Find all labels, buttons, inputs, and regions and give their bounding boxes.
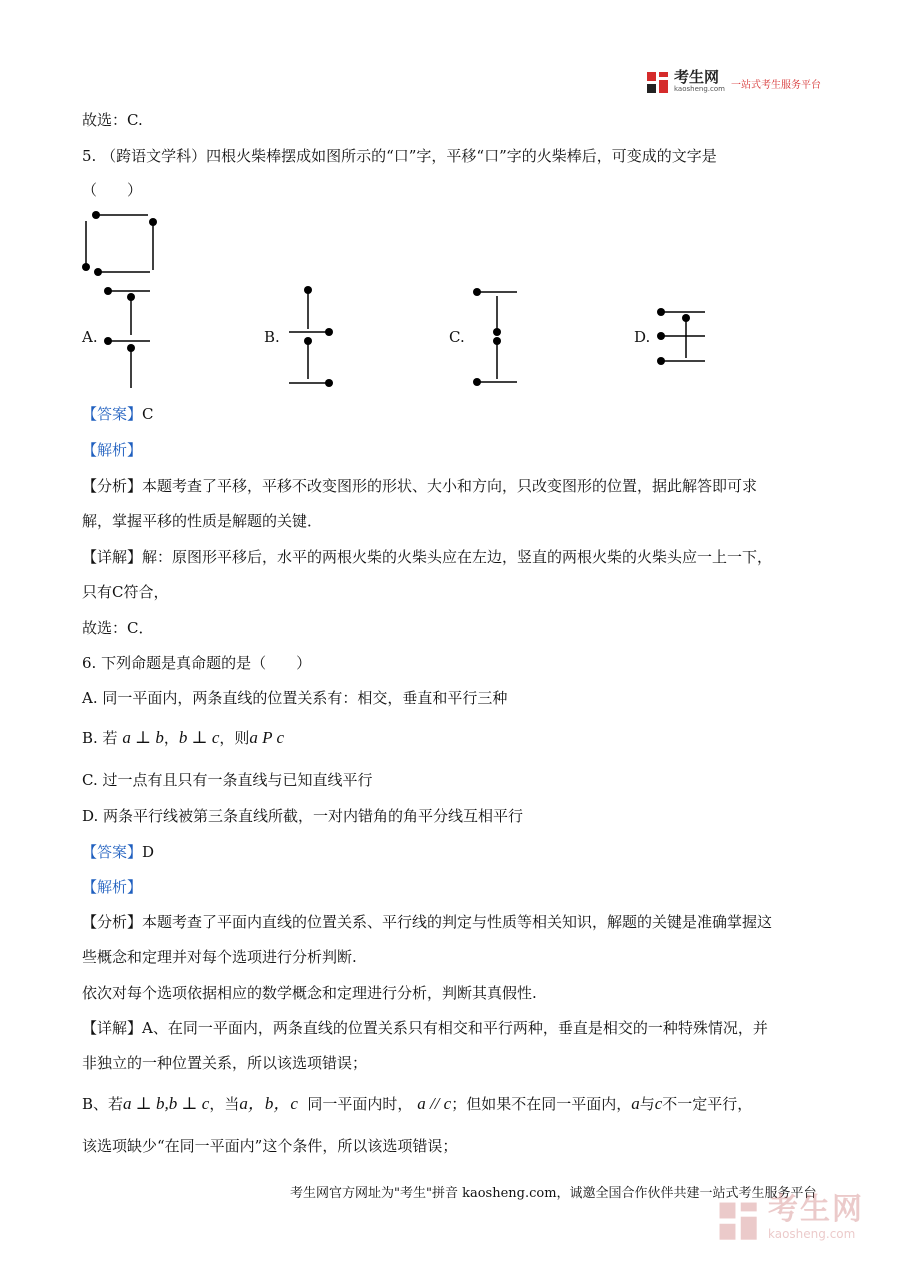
answer-tag: 【答案】	[82, 843, 143, 861]
xiangjie-b-not: 不一定平行，	[662, 1095, 753, 1113]
q6-stem: 6. 下列命题是真命题的是（ ）	[82, 654, 312, 672]
q5-option-d-figure	[655, 305, 715, 370]
watermark-logo-icon	[716, 1199, 762, 1245]
q6-xiangjie-b-line-1	[82, 1094, 752, 1114]
option-b-math-2: b ⊥ c	[178, 728, 220, 747]
xiangjie-b-but: ；但如果不在同一平面内，	[451, 1095, 632, 1113]
xiangjie-b-vars: a，b，c	[239, 1094, 298, 1113]
q5-conclusion: 故选：C．	[82, 619, 154, 637]
xiangjie-text: 解：原图形平移后，水平的两根火柴的火柴头应在左边，竖直的两根火柴的火柴头应一上一下，	[142, 548, 773, 566]
q6-option-b	[82, 728, 284, 748]
q5-stem: 5. （跨语文学科）四根火柴棒摆成如图所示的“口”字，平移“口”字的火柴棒后，可变成的文字是	[82, 147, 717, 165]
logo-domain: kaosheng.com	[674, 85, 725, 93]
xiangjie-b-c: c	[654, 1094, 663, 1113]
q5-answer	[82, 404, 154, 424]
brand-logo	[645, 70, 821, 96]
q5-xiangjie-line-1	[82, 547, 772, 567]
analysis-tag: 【解析】	[82, 441, 143, 459]
page-footer: 考生网官方网址为"考生"拼音 kaosheng.com，诚邀全国合作伙伴共建一站式考生服务平台	[290, 1186, 817, 1201]
kaosheng-logo-icon	[645, 70, 671, 96]
analysis-tag: 【解析】	[82, 878, 143, 896]
xiangjie-b-a: a	[631, 1094, 640, 1113]
q6-option-a: A. 同一平面内，两条直线的位置关系有：相交，垂直和平行三种	[82, 689, 508, 707]
q6-answer	[82, 842, 154, 862]
q4-conclusion: 故选：C.	[82, 111, 143, 129]
q6-option-c: C. 过一点有且只有一条直线与已知直线平行	[82, 771, 373, 789]
q5-option-a-figure	[100, 285, 160, 390]
q5-option-c-figure	[470, 285, 530, 390]
logo-slogan: 一站式考生服务平台	[730, 79, 821, 91]
logo-name: 考生网	[674, 68, 720, 86]
option-b-then: ，则	[219, 729, 250, 747]
logo-text	[674, 68, 725, 95]
q6-fenxi-line-2: 些概念和定理并对每个选项进行分析判断.	[82, 948, 357, 966]
answer-value: C	[142, 405, 154, 423]
q6-option-d: D. 两条平行线被第三条直线所截，一对内错角的角平分线互相平行	[82, 807, 524, 825]
q6-analysis-heading	[82, 877, 142, 897]
q5-option-b-figure	[283, 283, 343, 393]
q5-fenxi-line-1	[82, 476, 757, 496]
fenxi-tag: 【分析】	[82, 913, 143, 931]
option-b-math-3: a P c	[249, 728, 285, 747]
watermark-text	[768, 1192, 864, 1246]
q6-xiangjie-b-line-2: 该选项缺少“在同一平面内”这个条件，所以该选项错误；	[82, 1137, 458, 1155]
watermark-name: 考生网	[768, 1192, 864, 1227]
q5-analysis-heading	[82, 440, 142, 460]
q6-fenxi-line-1	[82, 912, 772, 932]
option-b-prefix: B. 若	[82, 729, 118, 747]
q5-option-b-label: B.	[264, 328, 280, 346]
xiangjie-tag: 【详解】	[82, 1019, 143, 1037]
fenxi-tag: 【分析】	[82, 477, 143, 495]
q5-figure-kou	[78, 205, 168, 280]
q5-fenxi-line-2: 解，掌握平移的性质是解题的关键．	[82, 512, 323, 530]
q6-xiangjie-a-line-1	[82, 1018, 768, 1038]
option-b-math-1: a ⊥ b	[122, 728, 164, 747]
xiangjie-b-same: 同一平面内时，	[307, 1095, 413, 1113]
answer-tag: 【答案】	[82, 405, 143, 423]
q6-fenxi-line-3: 依次对每个选项依据相应的数学概念和定理进行分析，判断其真假性.	[82, 984, 537, 1002]
q5-option-c-label: C.	[449, 328, 465, 346]
q5-paren: （ ）	[82, 181, 143, 199]
q5-xiangjie-line-2: 只有C符合，	[82, 583, 169, 601]
xiangjie-b-math-2: a // c	[417, 1094, 452, 1113]
option-b-sep: ，	[163, 729, 179, 747]
q5-option-a-label: A.	[82, 328, 98, 346]
answer-value: D	[142, 843, 155, 861]
xiangjie-b-when: ，当	[209, 1095, 240, 1113]
watermark	[716, 1192, 864, 1246]
xiangjie-b-math-1: a ⊥ b,b ⊥ c	[123, 1094, 210, 1113]
fenxi-text: 本题考查了平面内直线的位置关系、平行线的判定与性质等相关知识，解题的关键是准确掌握这	[142, 913, 773, 931]
fenxi-text: 本题考查了平移，平移不改变图形的形状、大小和方向，只改变图形的位置，据此解答即可求	[142, 477, 758, 495]
xiangjie-b-and: 与	[639, 1095, 655, 1113]
q6-xiangjie-a-line-2: 非独立的一种位置关系，所以该选项错误；	[82, 1054, 368, 1072]
xiangjie-text: A、在同一平面内，两条直线的位置关系只有相交和平行两种，垂直是相交的一种特殊情况，并	[142, 1019, 768, 1037]
xiangjie-b-prefix: B、若	[82, 1095, 124, 1113]
watermark-domain: kaosheng.com	[768, 1227, 856, 1241]
xiangjie-tag: 【详解】	[82, 548, 143, 566]
q5-option-d-label: D.	[634, 328, 651, 346]
